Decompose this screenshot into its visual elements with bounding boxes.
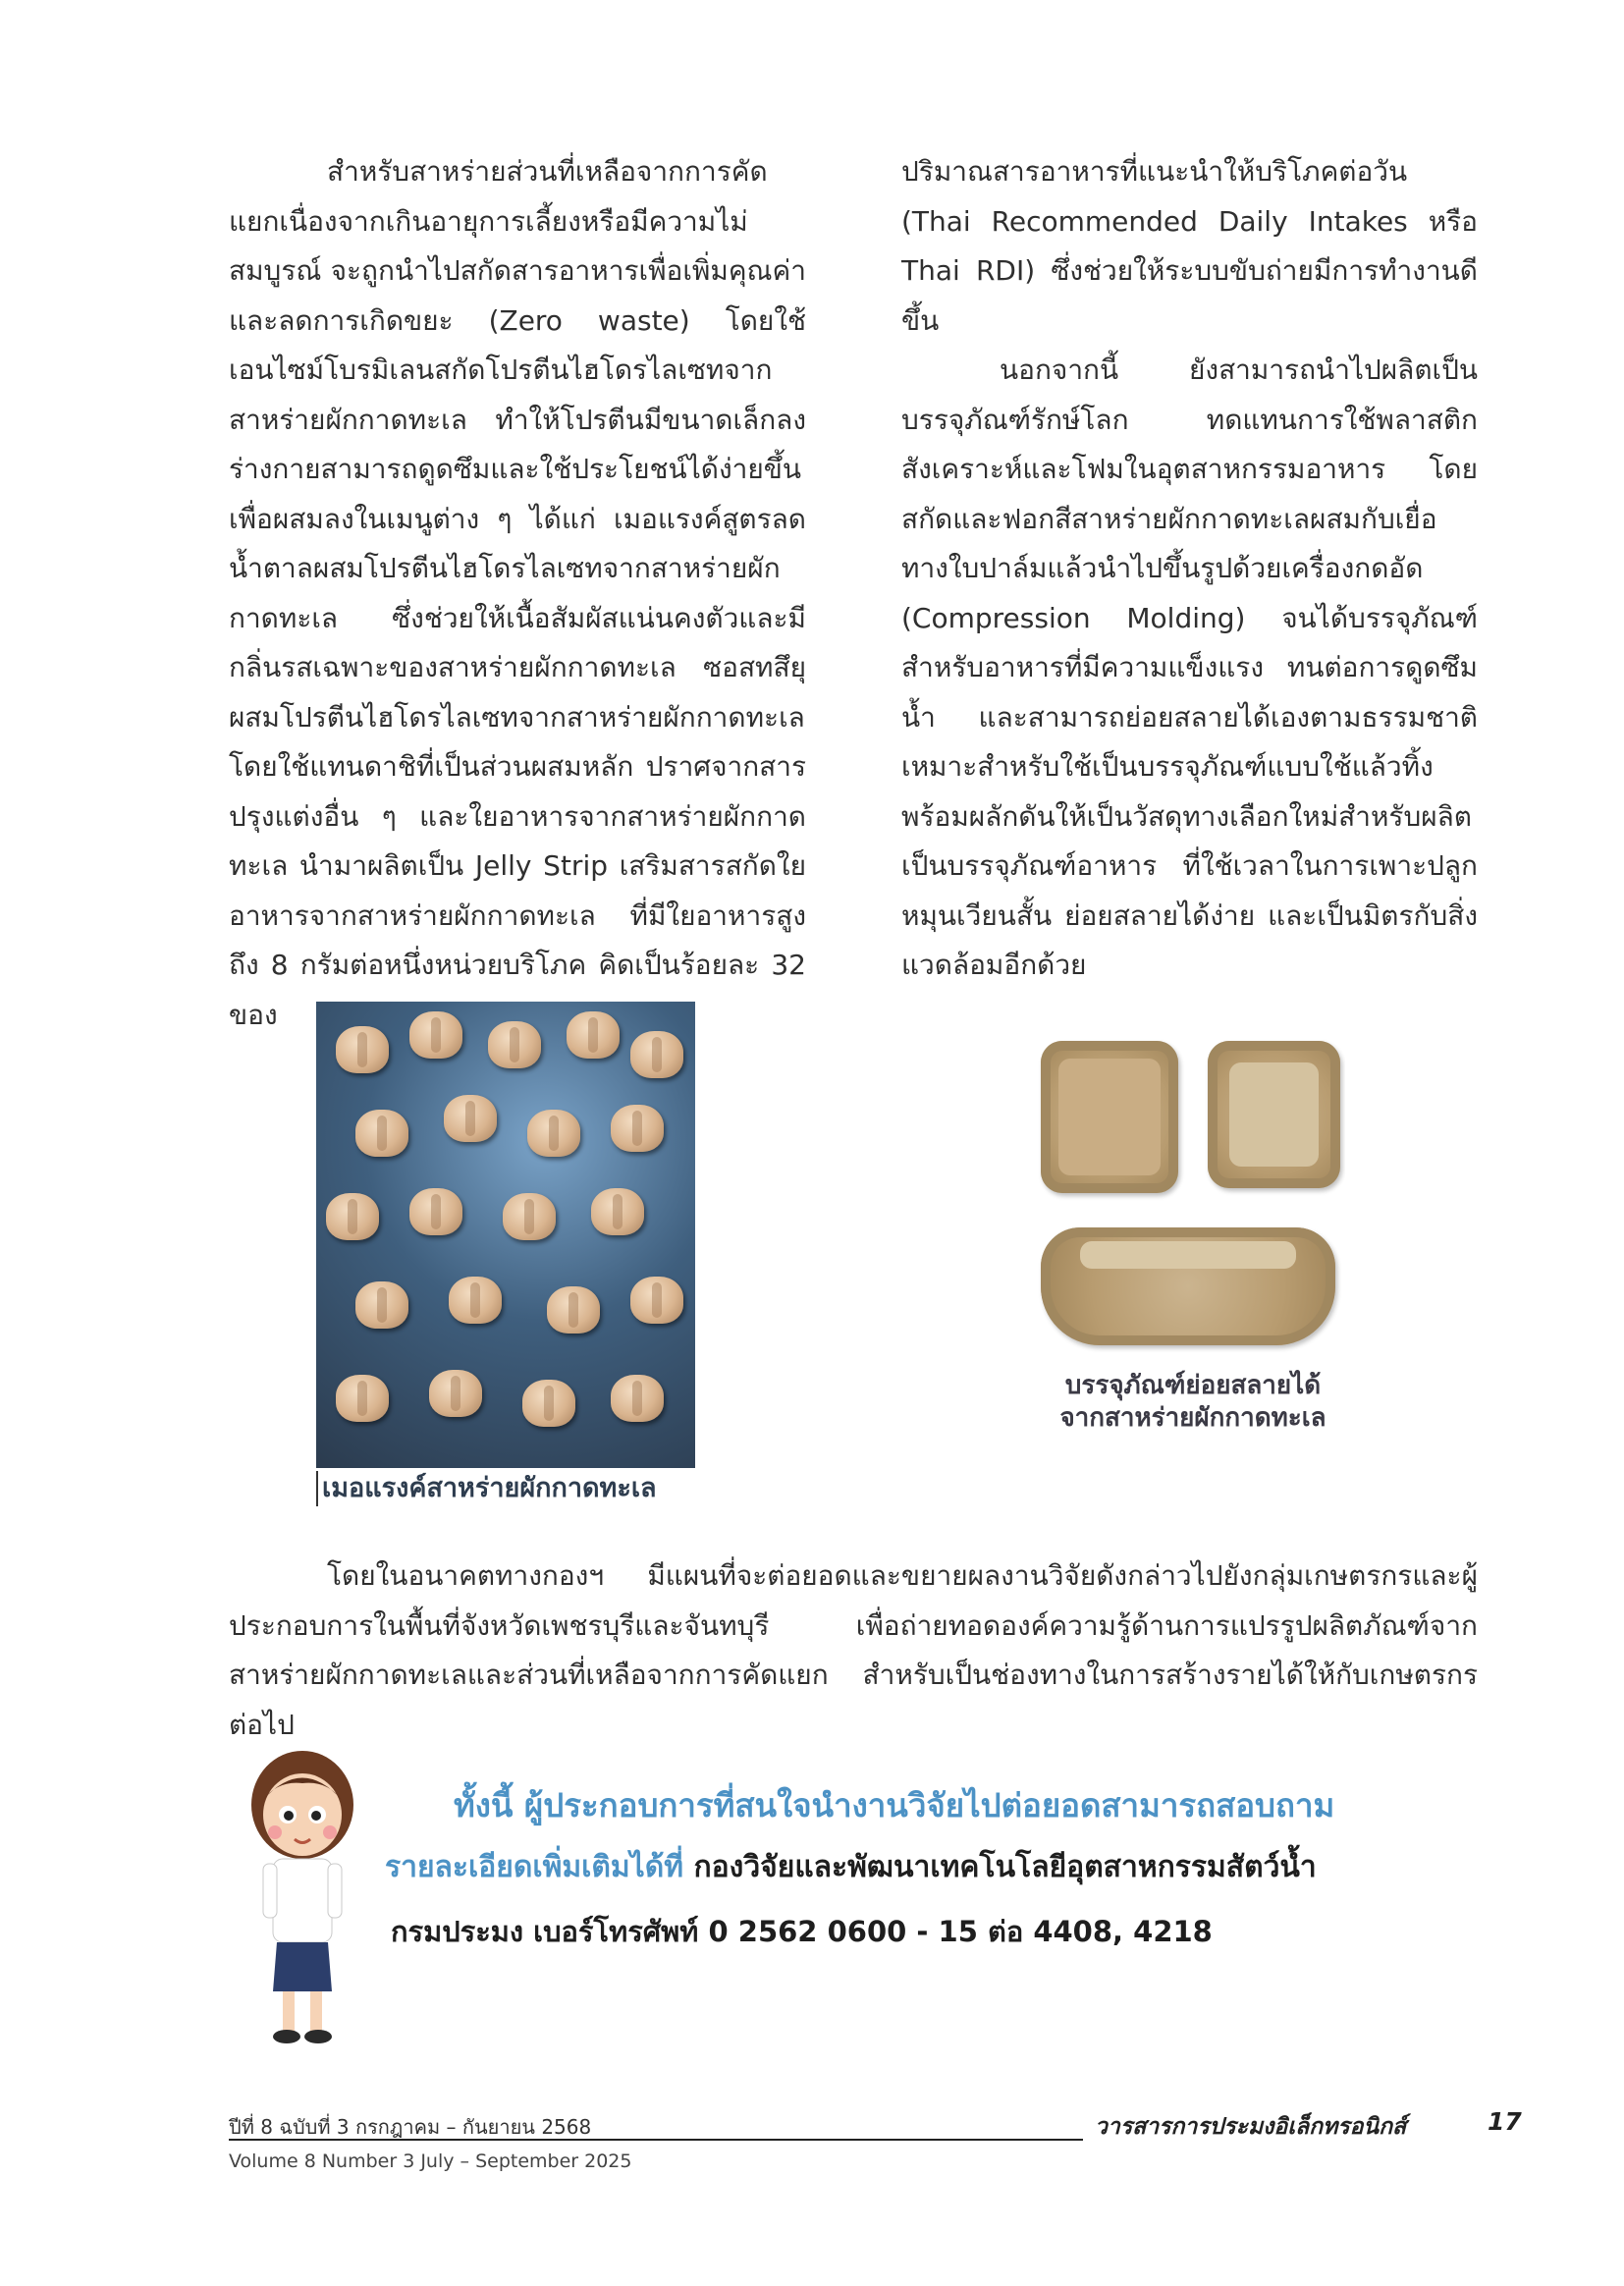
meringue-piece [567, 1011, 620, 1059]
meringue-piece [355, 1281, 408, 1329]
article-paragraph: นอกจากนี้ ยังสามารถนำไปผลิตเป็นบรรจุภัณฑ์รักษ์โลก ทดแทนการใช้พลาสติกสังเคราะห์และโฟมในอุตสาหกรรมอาหาร โดยสกัดและฟอกสีสาหร่ายผักกาดทะเลผสมกับเยื่อทางใบปาล์มแล้วนำไปขึ้นรูปด้วยเครื่องกดอัด (Compression Molding) จนได้บรรจุภัณฑ์สำหรับอาหารที่มีความแข็งแรง ทนต่อการดูดซึมน้ำ และสามารถย่อยสลายได้เองตามธรรมชาติ เหมาะสำหรับใช้เป็นบรรจุภัณฑ์แบบใช้แล้วทิ้ง พร้อมผลักดันให้เป็นวัสดุทางเลือกใหม่สำหรับผลิตเป็นบรรจุภัณฑ์อาหาร ที่ใช้เวลาในการเพาะปลูกหมุนเวียนสั้น ย่อยสลายได้ง่าย และเป็นมิตรกับสิ่งแวดล้อมอีกด้วย [901, 354, 1478, 981]
tray-large [1041, 1227, 1335, 1345]
article-paragraph: สำหรับสาหร่ายส่วนที่เหลือจากการคัดแยกเนื่องจากเกินอายุการเลี้ยงหรือมีความไม่สมบูรณ์ จะถูกนำไปสกัดสารอาหารเพื่อเพิ่มคุณค่าและลดการเกิดขยะ (Zero waste) โดยใช้เอนไซม์โบรมิเลนสกัดโปรตีนไฮโดรไลเซทจากสาหร่ายผักกาดทะเล ทำให้โปรตีนมีขนาดเล็กลง ร่างกายสามารถดูดซึมและใช้ประโยชน์ได้ง่ายขึ้น เพื่อผสมลงในเมนูต่าง ๆ ได้แก่ เมอแรงค์สูตรลดน้ำตาลผสมโปรตีนไฮโดรไลเซทจากสาหร่ายผักกาดทะเล ซึ่งช่วยให้เนื้อสัมผัสแน่นคงตัวและมีกลิ่นรสเฉพาะของสาหร่ายผักกาดทะเล ซอสทสึยุผสมโปรตีนไฮโดรไลเซทจากสาหร่ายผักกาดทะเล โดยใช้แทนดาชิที่เป็นส่วนผสมหลัก ปราศจากสารปรุงแต่งอื่น ๆ และใยอาหารจากสาหร่ายผักกาดทะเล นำมาผลิตเป็น Jelly Strip เสริมสารสกัดใยอาหารจากสาหร่ายผักกาดทะเล ที่มีใยอาหารสูงถึง 8 กรัมต่อหนึ่งหน่วยบริโภค คิดเป็นร้อยละ 32 ของ [229, 155, 806, 1031]
meringue-piece [591, 1188, 644, 1235]
meringue-piece [429, 1370, 482, 1417]
meringue-piece [630, 1277, 683, 1324]
footer-issue-english: Volume 8 Number 3 July – September 2025 [229, 2150, 632, 2172]
footer-divider [229, 2139, 1083, 2141]
meringue-piece [355, 1110, 408, 1157]
contact-details [385, 1844, 1317, 1890]
article-paragraph-bottom: โดยในอนาคตทางกองฯ มีแผนที่จะต่อยอดและขยายผลงานวิจัยดังกล่าวไปยังกลุ่มเกษตรกรและผู้ประกอบการในพื้นที่จังหวัดเพชรบุรีและจันทบุรี เพื่อถ่ายทอดองค์ความรู้ด้านการแปรรูปผลิตภัณฑ์จากสาหร่ายผักกาดทะเลและส่วนที่เหลือจากการคัดแยก สำหรับเป็นช่องทางในการสร้างรายได้ให้กับเกษตรกรต่อไป [229, 1559, 1478, 1741]
meringue-piece [630, 1031, 683, 1078]
article-right-column [901, 147, 1478, 991]
meringue-piece [527, 1110, 580, 1157]
meringue-piece [409, 1011, 462, 1059]
contact-details-label: รายละเอียดเพิ่มเติมได้ที่ [385, 1850, 684, 1884]
tray-caption [1031, 1370, 1355, 1435]
page-number: 17 [1488, 2107, 1522, 2136]
meringue-piece [449, 1277, 502, 1324]
meringue-photo [316, 1002, 695, 1468]
meringue-piece [488, 1021, 541, 1068]
contact-organization: กองวิจัยและพัฒนาเทคโนโลยีอุตสาหกรรมสัตว์น้ำ [693, 1850, 1317, 1884]
article-paragraph: ปริมาณสารอาหารที่แนะนำให้บริโภคต่อวัน (Thai Recommended Daily Intakes หรือ Thai RDI) ซึ่งช่วยให้ระบบขับถ่ายมีการทำงานดีขึ้น [901, 155, 1478, 337]
meringue-piece [611, 1105, 664, 1152]
mascot-girl-icon [244, 1746, 361, 2050]
article-left-column [229, 147, 806, 1040]
mascot-illustration [244, 1746, 361, 2050]
biodegradable-tray-photo [1021, 1021, 1345, 1360]
meringue-piece [522, 1380, 575, 1427]
meringue-piece [336, 1375, 389, 1422]
tray-caption-line: บรรจุภัณฑ์ย่อยสลายได้ [1064, 1371, 1322, 1400]
meringue-piece [409, 1188, 462, 1235]
footer-issue-thai: ปีที่ 8 ฉบับที่ 3 กรกฎาคม – กันยายน 2568 [229, 2115, 592, 2139]
tray-deep [1208, 1041, 1340, 1188]
meringue-piece [503, 1193, 556, 1240]
meringue-piece [611, 1375, 664, 1422]
footer-journal-name: วารสารการประมงอิเล็กทรอนิกส์ [1095, 2114, 1407, 2140]
contact-phone: กรมประมง เบอร์โทรศัพท์ 0 2562 0600 - 15 ต่อ 4408, 4218 [391, 1915, 1213, 1948]
tray-caption-line: จากสาหร่ายผักกาดทะเล [1059, 1403, 1326, 1433]
meringue-piece [336, 1026, 389, 1073]
contact-heading: ทั้งนี้ ผู้ประกอบการที่สนใจนำงานวิจัยไปต่อยอดสามารถสอบถาม [454, 1786, 1335, 1824]
meringue-piece [444, 1095, 497, 1142]
meringue-caption: เมอแรงค์สาหร่ายผักกาดทะเล [316, 1471, 657, 1506]
tray-rectangular [1041, 1041, 1178, 1193]
meringue-piece [547, 1286, 600, 1334]
meringue-piece [326, 1193, 379, 1240]
